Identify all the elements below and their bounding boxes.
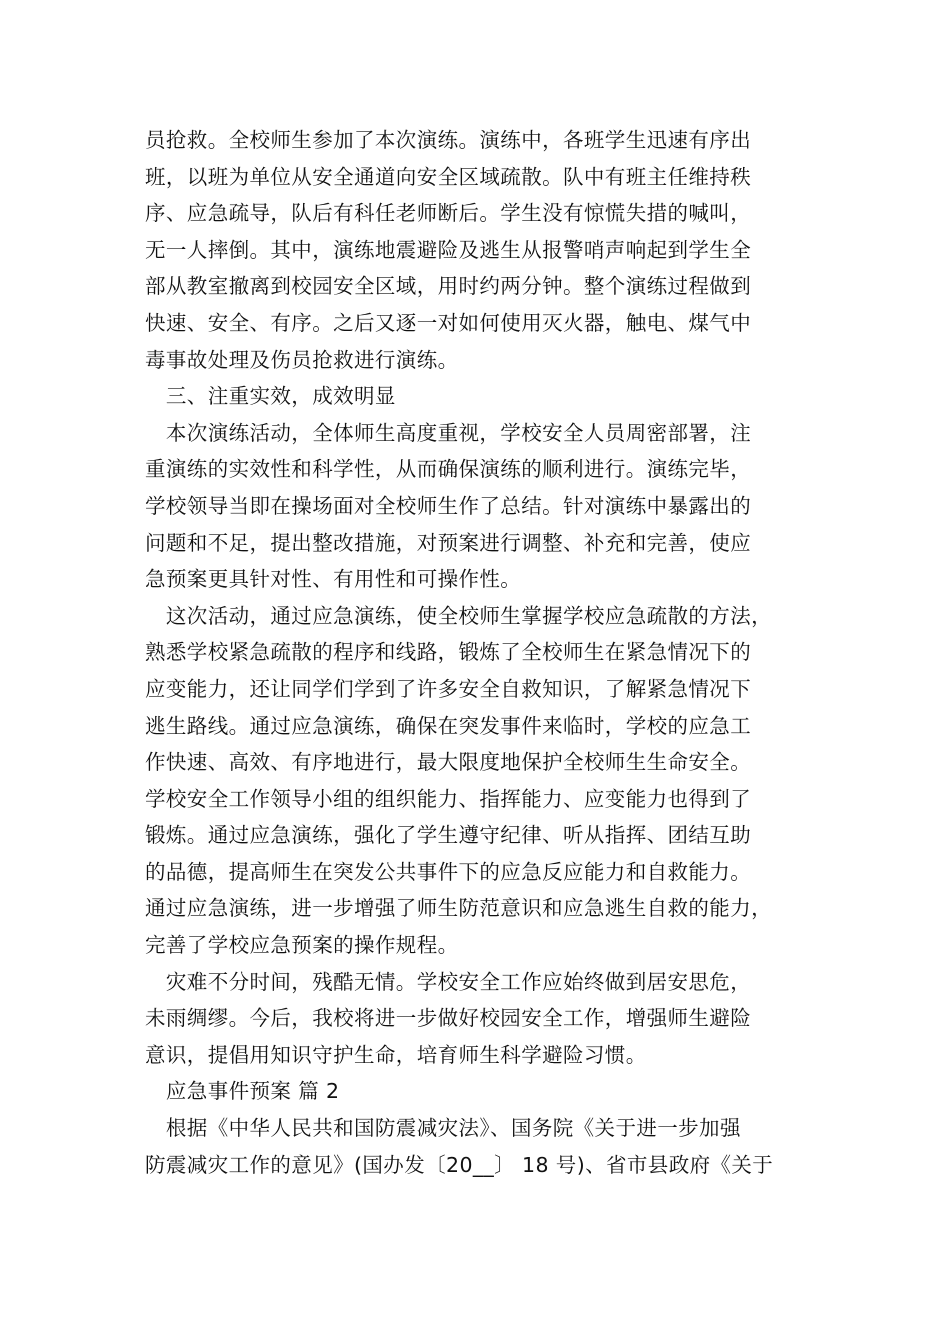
paragraph-legal-basis <box>145 1110 810 1183</box>
text-line: 作快速、高效、有序地进行，最大限度地保护全校师生生命安全。 <box>145 750 752 775</box>
text-line: 逃生路线。通过应急演练，确保在突发事件来临时，学校的应急工 <box>145 713 752 738</box>
text-line: 员抢救。全校师生参加了本次演练。演练中，各班学生迅速有序出 <box>145 128 752 152</box>
text-line: 灾难不分时间，残酷无情。学校安全工作应始终做到居安思危， <box>145 969 752 994</box>
text-line: 毒事故处理及伤员抢救进行演练。 <box>145 347 459 372</box>
paragraph-results <box>145 415 810 598</box>
text-line: 锻炼。通过应急演练，强化了学生遵守纪律、听从指挥、团结互助 <box>145 823 752 848</box>
text-line: 的品德，提高师生在突发公共事件下的应急反应能力和自救能力。 <box>145 859 752 884</box>
text-line: 班，以班为单位从安全通道向安全区域疏散。队中有班主任维持秩 <box>145 164 752 189</box>
document-body <box>145 122 810 1183</box>
article-heading <box>145 1073 810 1110</box>
text-line: 快速、安全、有序。之后又逐一对如何使用灭火器，触电、煤气中 <box>145 310 752 335</box>
paragraph-activity-summary <box>145 598 810 964</box>
text-line: 防震减灾工作的意见》(国办发〔20__〕 18 号)、省市县政府《关于 <box>145 1152 774 1177</box>
text-line: 这次活动，通过应急演练，使全校师生掌握学校应急疏散的方法， <box>145 603 772 628</box>
text-line: 熟悉学校紧急疏散的程序和线路，锻炼了全校师生在紧急情况下的 <box>145 640 752 665</box>
text-line: 学校领导当即在操场面对全校师生作了总结。针对演练中暴露出的 <box>145 493 752 518</box>
text-line: 意识，提倡用知识守护生命，培育师生科学避险习惯。 <box>145 1042 647 1067</box>
heading-text: 三、注重实效，成效明显 <box>145 384 396 409</box>
text-line: 重演练的实效性和科学性，从而确保演练的顺利进行。演练完毕， <box>145 457 752 482</box>
text-line: 本次演练活动，全体师生高度重视，学校安全人员周密部署，注 <box>145 420 752 445</box>
paragraph-drill-process <box>145 122 810 378</box>
text-line: 根据《中华人民共和国防震减灾法》、国务院《关于进一步加强 <box>145 1116 741 1141</box>
text-line: 序、应急疏导，队后有科任老师断后。学生没有惊慌失措的喊叫， <box>145 201 752 226</box>
paragraph-conclusion <box>145 964 810 1074</box>
text-line: 问题和不足，提出整改措施，对预案进行调整、补充和完善，使应 <box>145 530 752 555</box>
text-line: 无一人摔倒。其中，演练地震避险及逃生从报警哨声响起到学生全 <box>145 237 752 262</box>
text-line: 通过应急演练，进一步增强了师生防范意识和应急逃生自救的能力， <box>145 896 772 921</box>
heading-text: 应急事件预案 篇 2 <box>145 1079 340 1104</box>
text-line: 完善了学校应急预案的操作规程。 <box>145 933 459 958</box>
text-line: 部从教室撤离到校园安全区域，用时约两分钟。整个演练过程做到 <box>145 274 752 299</box>
text-line: 未雨绸缪。今后，我校将进一步做好校园安全工作，增强师生避险 <box>145 1006 752 1031</box>
text-line: 应变能力，还让同学们学到了许多安全自救知识，了解紧急情况下 <box>145 676 752 701</box>
text-line: 学校安全工作领导小组的组织能力、指挥能力、应变能力也得到了 <box>145 786 752 811</box>
section-heading <box>145 378 810 415</box>
text-line: 急预案更具针对性、有用性和可操作性。 <box>145 567 522 592</box>
